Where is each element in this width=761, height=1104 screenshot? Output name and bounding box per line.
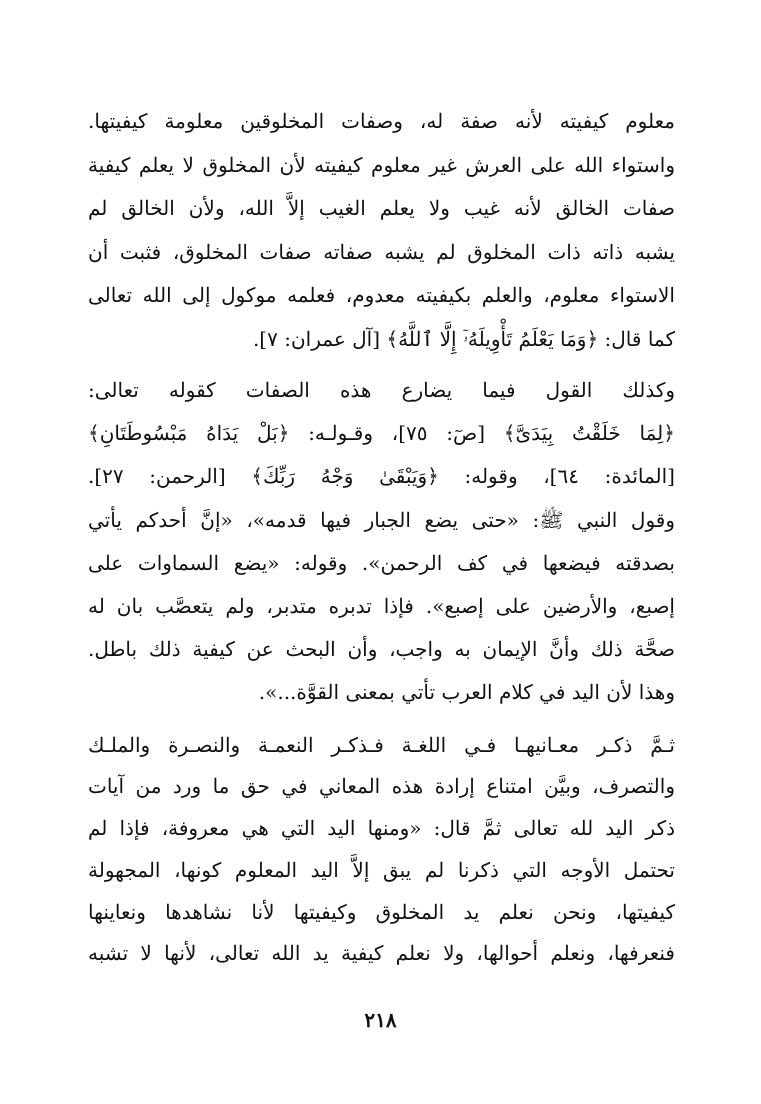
text-line: واستواء الله على العرش غير معلوم كيفيته لأن المخلوق لا يعلم كيفية	[88, 152, 675, 177]
text-line: كيفيتها، ونحن نعلم يد المخلوق وكيفيتها لأنا نشاهدها ونعاينها	[88, 899, 675, 924]
text-line: فنعرفها، ونعلم أحوالها، ولا نعلم كيفية يد الله تعالى، لأنها لا تشبه	[88, 941, 675, 966]
text-line: ذكر اليد لله تعالى ثمَّ قال: «ومنها اليد التي هي معروفة، فإذا لم	[88, 816, 675, 841]
text-line: تحتمل الأوجه التي ذكرنا لم يبق إلاَّ اليد المعلوم كونها، المجهولة	[88, 857, 675, 882]
text-line: وقول النبي ﷺ: «حتى يضع الجبار فيها قدمه»، «إنَّ أحدكم يأتي	[88, 507, 675, 532]
text-line: وكذلك القول فيما يضارع هذه الصفات كقوله تعالى:	[88, 378, 675, 402]
text-line: بصدقته فيضعها في كف الرحمن». وقوله: «يضع السماوات على	[88, 550, 675, 575]
text-line: ﴿لِمَا خَلَقْتُ بِيَدَىَّ﴾ [صٓ: ٧٥]، وقـولـه: ﴿بَلْ يَدَاهُ مَبْسُوطَتَانِ﴾	[88, 421, 675, 446]
text-line: يشبه ذاته ذات المخلوق لم يشبه صفاته صفات المخلوق، فثبت أن	[88, 239, 675, 264]
text-line: وهذا لأن اليد في كلام العرب تأتي بمعنى القوَّة...».	[258, 680, 675, 705]
text-line: صفات الخالق لأنه غيب ولا يعلم الغيب إلاَّ الله، ولأن الخالق لم	[88, 196, 675, 220]
text-line: والتصرف، وبيَّن امتناع إرادة هذه المعاني في حق ما ورد من آيات	[88, 774, 675, 799]
text-line: صحَّة ذلك وأنَّ الإيمان به واجب، وأن البحث عن كيفية ذلك باطل.	[88, 637, 675, 662]
paragraph-3	[88, 725, 675, 976]
text-line: كما قال: ﴿وَمَا يَعْلَمُ تَأْوِيلَهُۥٓ إِلَّا ٱللَّهُ﴾ [آل عمران: ٧].	[252, 326, 675, 351]
page-number: ٢١٨	[364, 1008, 397, 1032]
paragraph-2	[88, 369, 675, 715]
text-line: الاستواء معلوم، والعلم بكيفيته معدوم، فعلمه موكول إلى الله تعالى	[88, 283, 675, 307]
text-line: إصبع، والأرضين على إصبع». فإذا تدبره متدبر، ولم يتعصَّب بان له	[88, 593, 675, 618]
paragraph-1	[88, 100, 675, 361]
page-body	[88, 100, 675, 975]
text-line: [المائدة: ٦٤]، وقوله: ﴿وَيَبْقَىٰ وَجْهُ رَبِّكَ﴾ [الرحمن: ٢٧].	[88, 464, 675, 489]
text-line: معلوم كيفيته لأنه صفة له، وصفات المخلوقين معلومة كيفيتها.	[88, 109, 675, 133]
text-line: ثـمَّ ذكـر معـانيهـا فـي اللغـة فـذكـر النعمـة والنصـرة والملـك	[88, 732, 675, 757]
